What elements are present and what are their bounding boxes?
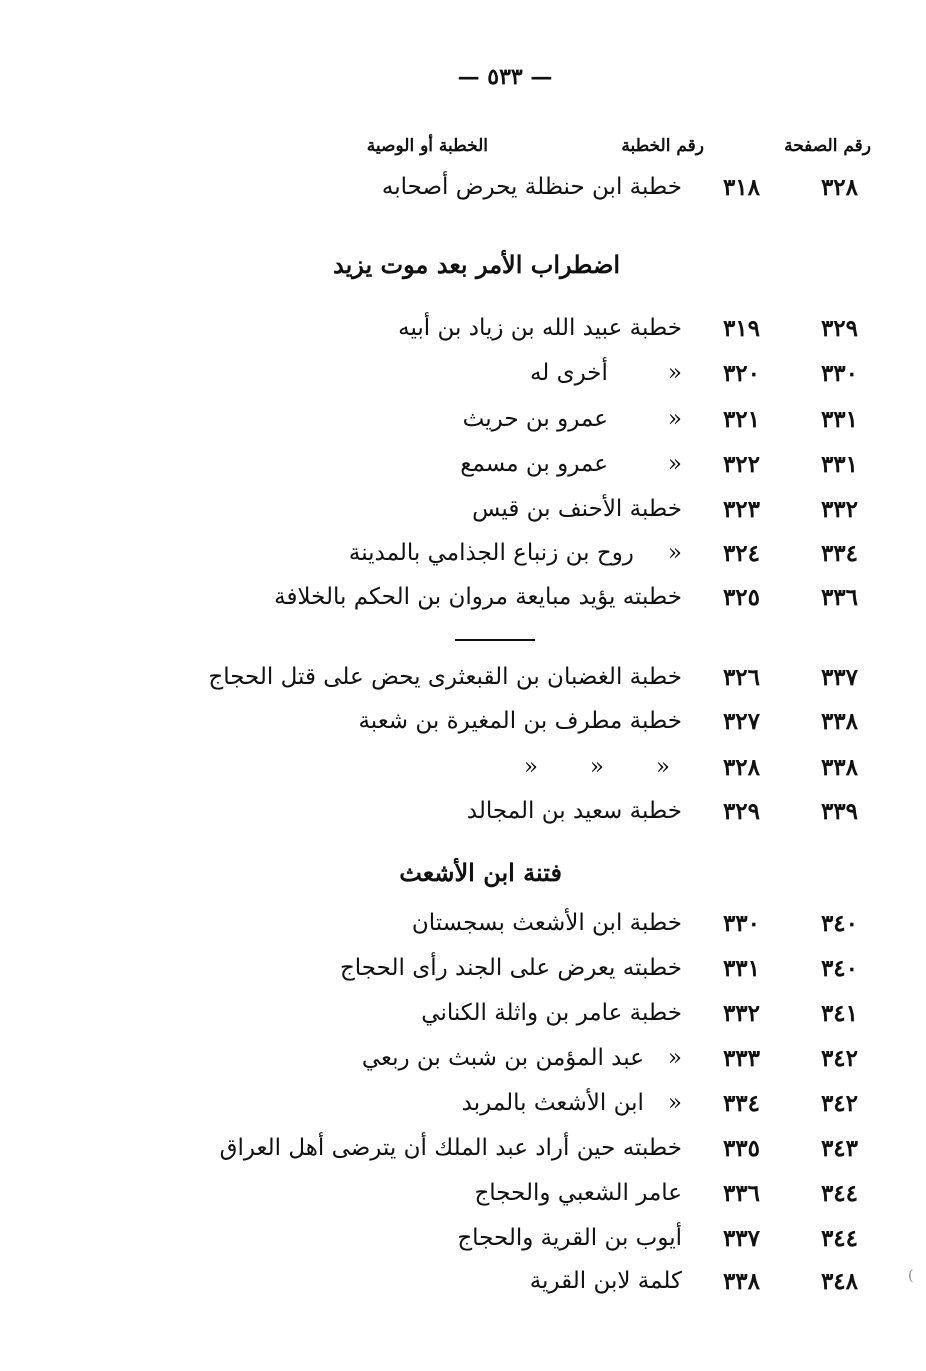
- page-ref: ٣٤٢: [820, 1045, 858, 1072]
- speech-title-text: عبد المؤمن بن شبث بن ربعي: [361, 1045, 644, 1071]
- section-heading: اضطراب الأمر بعد موت يزيد: [332, 250, 620, 279]
- speech-title: [460, 451, 682, 477]
- page-ref: ٣٣٨: [820, 708, 858, 735]
- table-row: [0, 315, 926, 351]
- speech-title: [362, 1045, 682, 1071]
- speech-title: خطبة الأحنف بن قيس: [472, 496, 682, 522]
- column-header-number: رقم الخطبة: [621, 136, 704, 156]
- speech-title: خطبة مطرف بن المغيرة بن شعبة: [358, 708, 682, 734]
- speech-title: [349, 540, 682, 566]
- speech-number: ٣١٩: [722, 315, 760, 342]
- speech-title: خطبة عامر بن واثلة الكناني: [421, 1000, 682, 1026]
- table-row: [0, 1000, 926, 1036]
- speech-title: أيوب بن القرية والحجاج: [457, 1225, 682, 1251]
- speech-title: خطبته يعرض على الجند رأى الحجاج: [339, 955, 682, 981]
- table-row: [0, 754, 926, 790]
- table-row: [0, 1180, 926, 1216]
- speech-title-text: عمرو بن مسمع: [460, 451, 608, 477]
- page-ref: ٣٤٣: [820, 1135, 858, 1162]
- ditto-mark: «: [667, 540, 682, 566]
- speech-title: خطبة ابن حنظلة يحرض أصحابه: [381, 174, 682, 200]
- ditto-mark: «: [667, 406, 682, 432]
- ditto-mark: «: [667, 360, 682, 386]
- speech-number: ٣٣٠: [722, 910, 760, 937]
- speech-number: ٣٢٤: [722, 540, 760, 567]
- table-row: [0, 798, 926, 834]
- speech-title: خطبة ابن الأشعث بسجستان: [411, 910, 682, 936]
- table-row: [0, 406, 926, 442]
- table-row: [0, 540, 926, 576]
- table-row: [0, 1225, 926, 1261]
- speech-number: ٣٣٥: [722, 1135, 760, 1162]
- ditto-mark: «: [523, 754, 538, 780]
- speech-number: ٣٢٥: [722, 584, 760, 611]
- table-row: [0, 174, 926, 210]
- table-row: [0, 910, 926, 946]
- table-row: [0, 451, 926, 487]
- table-row: [0, 955, 926, 991]
- page-ref: ٣٣٧: [820, 664, 858, 691]
- table-row: [0, 708, 926, 744]
- ditto-mark: «: [667, 1090, 682, 1116]
- speech-title: خطبة الغضبان بن القبعثرى يحض على قتل الحجاج: [208, 664, 682, 690]
- speech-title: خطبته حين أراد عبد الملك أن يترضى أهل العراق: [219, 1135, 682, 1161]
- speech-number: ٣٢٣: [722, 496, 760, 523]
- speech-number: ٣٣٣: [722, 1045, 760, 1072]
- speech-title: خطبته يؤيد مبايعة مروان بن الحكم بالخلافة: [274, 584, 682, 610]
- table-row: [0, 664, 926, 700]
- page-ref: ٣٤٠: [820, 910, 858, 937]
- speech-number: ٣١٨: [722, 174, 760, 201]
- speech-number: ٣٢٠: [722, 360, 760, 387]
- speech-number: ٣٢٨: [722, 754, 760, 781]
- speech-title: كلمة لابن القرية: [529, 1268, 682, 1294]
- page-ref: ٣٣٤: [820, 540, 858, 567]
- speech-number: ٣٣١: [722, 955, 760, 982]
- table-row: [0, 1090, 926, 1126]
- speech-number: ٣٢٢: [722, 451, 760, 478]
- section-heading: فتنة ابن الأشعث: [399, 858, 562, 887]
- page-ref: ٣٣٦: [820, 584, 858, 611]
- speech-title: [463, 406, 682, 432]
- speech-title-text: أخرى له: [529, 360, 608, 386]
- speech-number: ٣٢٩: [722, 798, 760, 825]
- speech-title: [462, 1090, 682, 1116]
- speech-number: ٣٣٤: [722, 1090, 760, 1117]
- page-ref: ٣٣٩: [820, 798, 858, 825]
- ditto-mark: «: [589, 754, 604, 780]
- column-header-title: الخطبة أو الوصية: [366, 136, 488, 156]
- column-header-page: رقم الصفحة: [784, 136, 871, 156]
- ditto-mark: «: [655, 754, 670, 780]
- speech-number: ٣٢٧: [722, 708, 760, 735]
- speech-number: ٣٢١: [722, 406, 760, 433]
- page-ref: ٣٤١: [820, 1000, 858, 1027]
- page-ref: ٣٤٤: [820, 1225, 858, 1252]
- page-ref: ٣٤٢: [820, 1090, 858, 1117]
- page-ref: ٣٣٠: [820, 360, 858, 387]
- page-ref: ٣٢٨: [820, 174, 858, 201]
- page-ref: ٣٣٢: [820, 496, 858, 523]
- table-row: [0, 1045, 926, 1081]
- speech-number: ٣٣٢: [722, 1000, 760, 1027]
- page-number: — ٥٣٣ —: [457, 64, 553, 90]
- speech-number: ٣٣٧: [722, 1225, 760, 1252]
- margin-mark: (: [908, 1268, 914, 1284]
- page-ref: ٣٤٨: [820, 1268, 858, 1295]
- speech-title: خطبة عبيد الله بن زياد بن أبيه: [398, 315, 682, 341]
- speech-title: [530, 360, 682, 386]
- table-row: [0, 584, 926, 620]
- table-row: [0, 496, 926, 532]
- page-ref: ٣٢٩: [820, 315, 858, 342]
- page-ref: ٣٣٨: [820, 754, 858, 781]
- ditto-mark: «: [667, 451, 682, 477]
- table-row: [0, 1268, 926, 1304]
- speech-number: ٣٣٨: [722, 1268, 760, 1295]
- speech-title: عامر الشعبي والحجاج: [474, 1180, 682, 1206]
- page-ref: ٣٤٤: [820, 1180, 858, 1207]
- table-row: [0, 360, 926, 396]
- speech-title-text: عمرو بن حريث: [462, 406, 608, 432]
- ditto-mark: «: [667, 1045, 682, 1071]
- section-divider: [455, 639, 535, 641]
- page-ref: ٣٤٠: [820, 955, 858, 982]
- column-headers: [0, 136, 926, 164]
- speech-title-text: روح بن زنباع الجذامي بالمدينة: [348, 540, 634, 566]
- speech-title: خطبة سعيد بن المجالد: [466, 798, 682, 824]
- speech-number: ٣٣٦: [722, 1180, 760, 1207]
- speech-title-text: ابن الأشعث بالمربد: [461, 1090, 644, 1116]
- page-ref: ٣٣١: [820, 451, 858, 478]
- table-row: [0, 1135, 926, 1171]
- page-ref: ٣٣١: [820, 406, 858, 433]
- speech-number: ٣٢٦: [722, 664, 760, 691]
